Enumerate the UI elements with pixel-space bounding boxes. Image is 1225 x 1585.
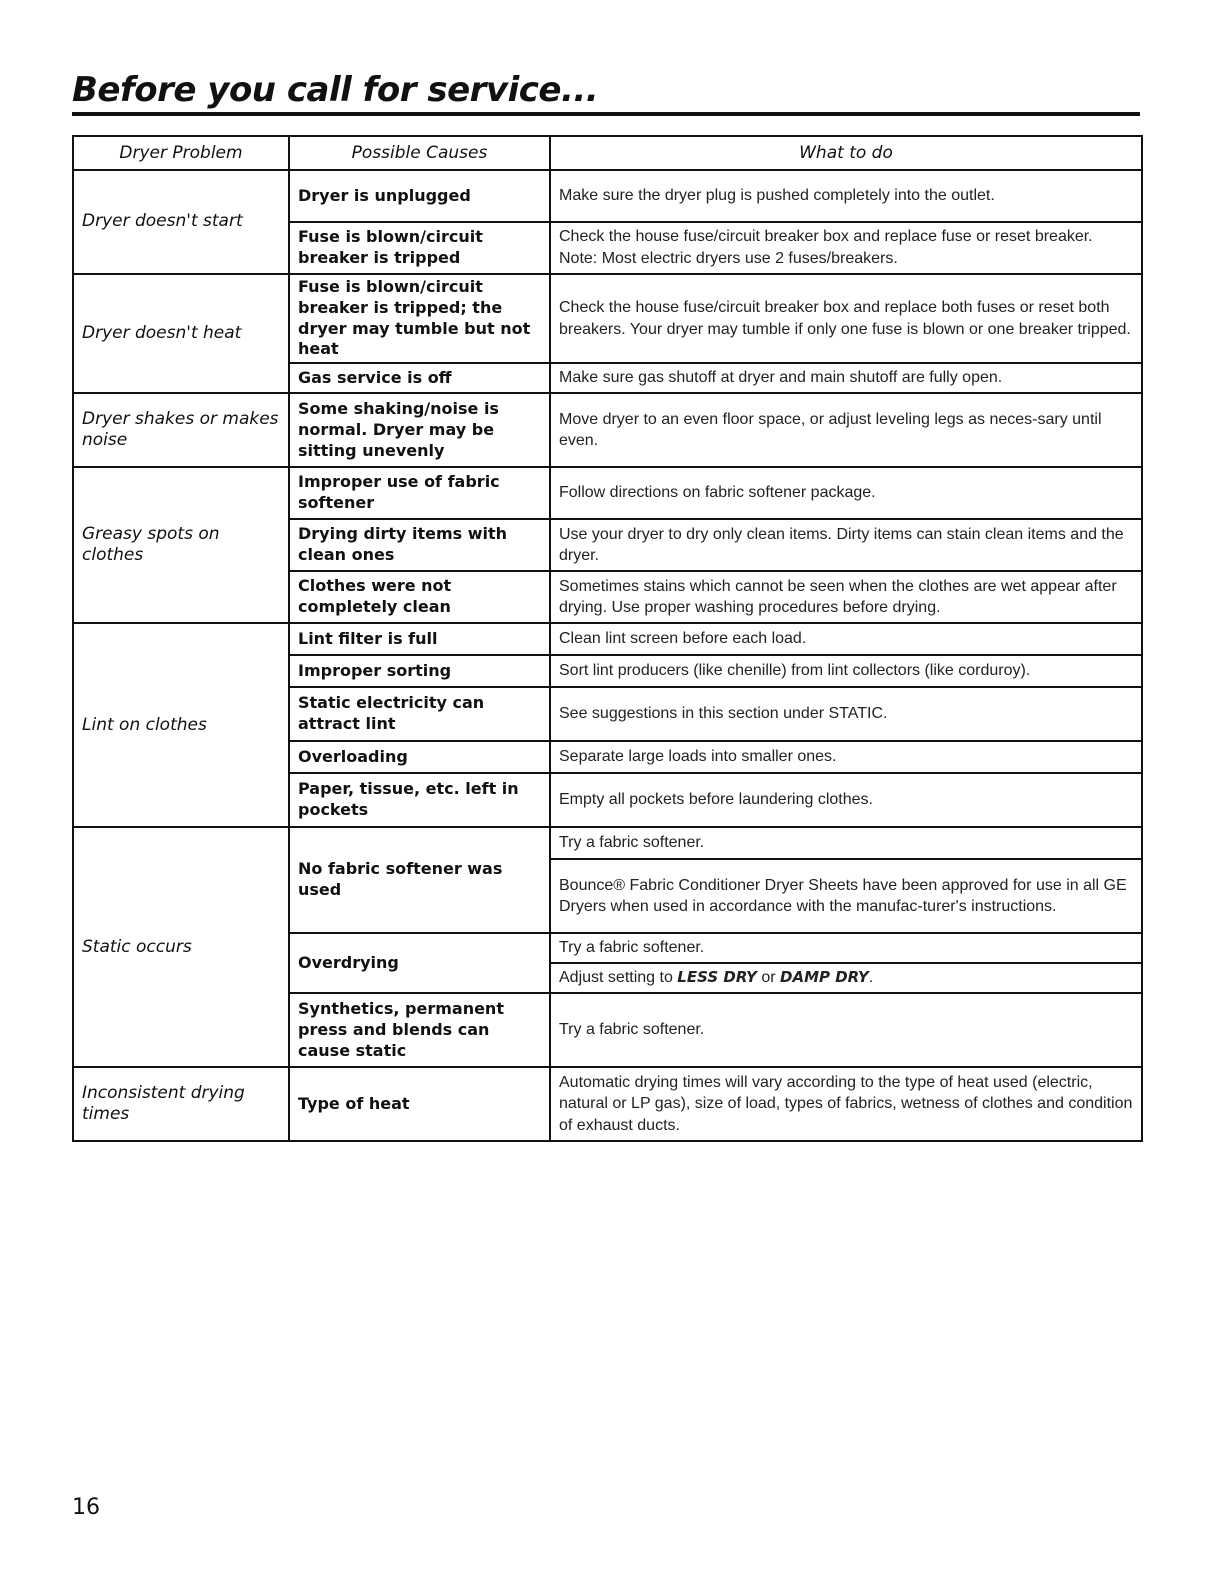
todo-cell: Make sure the dryer plug is pushed completely into the outlet. [550,170,1142,222]
todo-cell: Try a fabric softener. [550,827,1142,859]
table-row [73,1067,1142,1141]
cause-cell: Clothes were not completely clean [289,571,550,623]
table-header-row [73,136,1142,170]
cause-cell: Paper, tissue, etc. left in pockets [289,773,550,827]
todo-cell: Check the house fuse/circuit breaker box and replace both fuses or reset both breakers. Your dryer may tumble if only one fuse is blown or one breaker tripped. [550,274,1142,363]
cause-cell: Improper use of fabric softener [289,467,550,519]
cause-cell: Gas service is off [289,363,550,393]
header-possible-causes: Possible Causes [289,136,550,170]
table-row [73,274,1142,363]
title-rule [72,112,1140,116]
cause-cell: Static electricity can attract lint [289,687,550,741]
todo-cell: Empty all pockets before laundering clothes. [550,773,1142,827]
problem-cell: Dryer doesn't heat [73,274,289,393]
cause-cell: Lint filter is full [289,623,550,655]
todo-cell: Use your dryer to dry only clean items. Dirty items can stain clean items and the dryer. [550,519,1142,571]
problem-cell: Lint on clothes [73,623,289,827]
cause-cell: Dryer is unplugged [289,170,550,222]
header-dryer-problem: Dryer Problem [73,136,289,170]
cause-cell: Fuse is blown/circuit breaker is tripped; the dryer may tumble but not heat [289,274,550,363]
troubleshooting-table [72,135,1143,1142]
cause-cell: Improper sorting [289,655,550,687]
todo-cell: Bounce® Fabric Conditioner Dryer Sheets have been approved for use in all GE Dryers when used in accordance with the manufac-turer's instructions. [550,859,1142,933]
todo-cell: Automatic drying times will vary according to the type of heat used (electric, natural or LP gas), size of load, types of fabrics, wetness of clothes and condition of exhaust ducts. [550,1067,1142,1141]
table-row [73,827,1142,859]
cause-cell: Drying dirty items with clean ones [289,519,550,571]
problem-cell: Dryer shakes or makes noise [73,393,289,467]
page-title: Before you call for service... [72,70,599,110]
todo-text: or [756,969,781,987]
todo-cell: Move dryer to an even floor space, or adjust leveling legs as neces-sary until even. [550,393,1142,467]
todo-cell: Try a fabric softener. [550,993,1142,1067]
table-row [73,623,1142,655]
cause-cell: Type of heat [289,1067,550,1141]
todo-cell: Make sure gas shutoff at dryer and main shutoff are fully open. [550,363,1142,393]
table-row [73,467,1142,519]
todo-cell: Follow directions on fabric softener package. [550,467,1142,519]
todo-cell: Sometimes stains which cannot be seen when the clothes are wet appear after drying. Use proper washing procedures before drying. [550,571,1142,623]
todo-cell: Clean lint screen before each load. [550,623,1142,655]
cause-cell: Fuse is blown/circuit breaker is tripped [289,222,550,274]
setting-less-dry: LESS DRY [677,968,757,987]
cause-cell: Synthetics, permanent press and blends can cause static [289,993,550,1067]
setting-damp-dry: DAMP DRY [780,968,869,987]
cause-cell: Overdrying [289,933,550,993]
table-row [73,393,1142,467]
problem-cell: Inconsistent drying times [73,1067,289,1141]
todo-text: Adjust setting to [559,969,678,987]
todo-cell: Check the house fuse/circuit breaker box and replace fuse or reset breaker. Note: Most electric dryers use 2 fuses/breakers. [550,222,1142,274]
todo-cell [550,963,1142,993]
todo-text: . [868,969,874,987]
cause-cell: No fabric softener was used [289,827,550,933]
cause-cell: Some shaking/noise is normal. Dryer may be sitting unevenly [289,393,550,467]
problem-cell: Static occurs [73,827,289,1067]
todo-cell: Try a fabric softener. [550,933,1142,963]
header-what-to-do: What to do [550,136,1142,170]
problem-cell: Dryer doesn't start [73,170,289,274]
page-number: 16 [72,1495,100,1520]
cause-cell: Overloading [289,741,550,773]
table-row [73,170,1142,222]
problem-cell: Greasy spots on clothes [73,467,289,623]
todo-cell: Separate large loads into smaller ones. [550,741,1142,773]
todo-cell: See suggestions in this section under STATIC. [550,687,1142,741]
todo-cell: Sort lint producers (like chenille) from lint collectors (like corduroy). [550,655,1142,687]
